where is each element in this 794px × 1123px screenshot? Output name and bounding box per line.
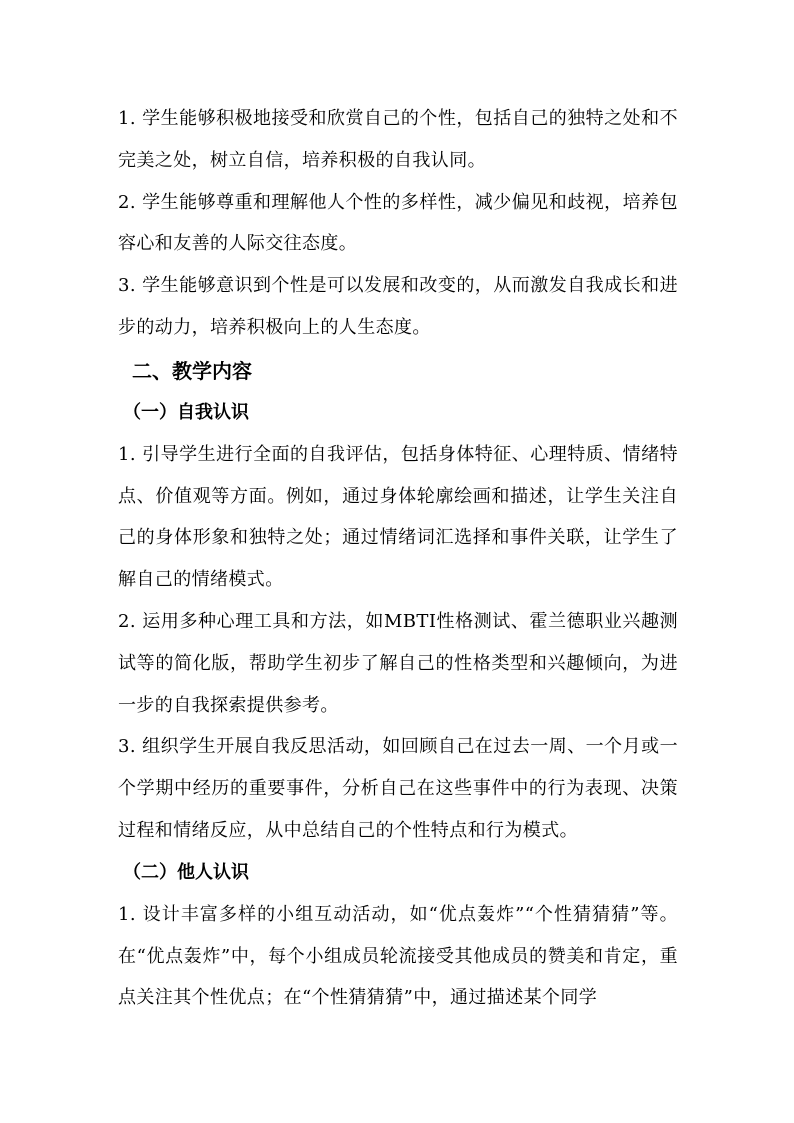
document-page <box>118 98 678 1019</box>
self-awareness-item-2: 2. 运用多种心理工具和方法，如MBTI性格测试、霍兰德职业兴趣测试等的简化版，帮助学生初步了解自己的性格类型和兴趣倾向，为进一步的自我探索提供参考。 <box>118 610 678 716</box>
objective-paragraph-1: 1. 学生能够积极地接受和欣赏自己的个性，包括自己的独特之处和不完美之处，树立自信，培养积极的自我认同。 <box>118 108 678 171</box>
objective-paragraph-2: 2. 学生能够尊重和理解他人个性的多样性，减少偏见和歧视，培养包容心和友善的人际交往态度。 <box>118 191 678 255</box>
self-awareness-item-1: 1. 引导学生进行全面的自我评估，包括身体特征、心理特质、情绪特点、价值观等方面。例如，通过身体轮廓绘画和描述，让学生关注自己的身体形象和独特之处；通过情绪词汇选择和事件关联，让学生了解自己的情绪模式。 <box>118 443 678 591</box>
others-awareness-item-1: 1. 设计丰富多样的小组互动活动，如“优点轰炸”“个性猜猜猜”等。在“优点轰炸”中，每个小组成员轮流接受其他成员的赞美和肯定，重点关注其个性优点；在“个性猜猜猜”中，通过描述某个同学 <box>118 903 678 1009</box>
subsection-heading-others-awareness: （二）他人认识 <box>123 861 249 883</box>
objective-paragraph-3: 3. 学生能够意识到个性是可以发展和改变的，从而激发自我成长和进步的动力，培养积极向上的人生态度。 <box>118 275 678 338</box>
subsection-heading-self-awareness: （一）自我认识 <box>123 401 249 423</box>
section-heading-teaching-content: 二、教学内容 <box>132 358 252 383</box>
self-awareness-item-3: 3. 组织学生开展自我反思活动，如回顾自己在过去一周、一个月或一个学期中经历的重要事件，分析自己在这些事件中的行为表现、决策过程和情绪反应，从中总结自己的个性特点和行为模式。 <box>118 736 678 841</box>
